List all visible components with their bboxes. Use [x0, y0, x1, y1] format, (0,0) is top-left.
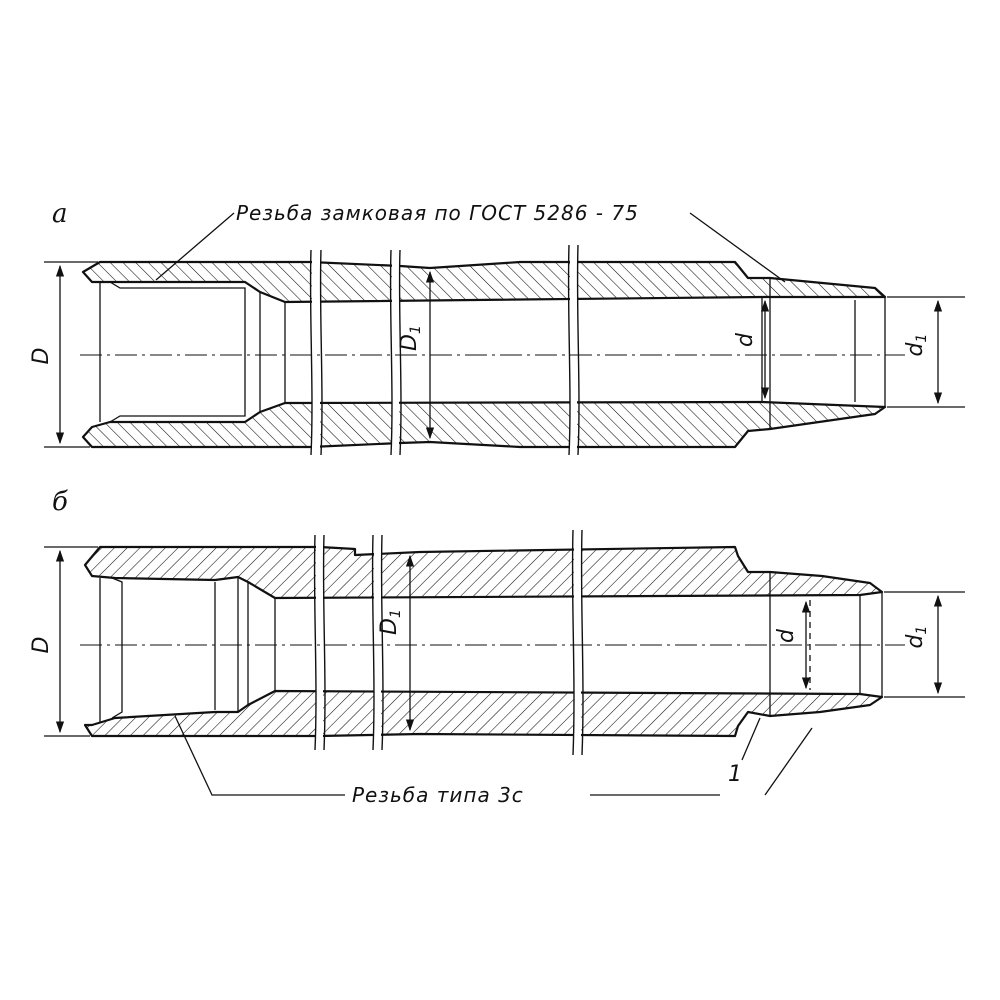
- figure-b-upper-wall: [85, 547, 882, 598]
- svg-text:d1: d1: [903, 333, 930, 357]
- figure-b: [29, 487, 965, 807]
- svg-text:D: D: [29, 636, 54, 654]
- figure-a-dim-d: [733, 301, 765, 398]
- figure-a: [29, 199, 965, 455]
- figure-a-letter: а: [52, 199, 68, 229]
- svg-text:d: d: [774, 629, 799, 643]
- svg-text:Резьба замковая по ГОСТ 5286 -: Резьба замковая по ГОСТ 5286 - 75: [236, 201, 639, 225]
- figure-b-letter: б: [52, 487, 68, 517]
- svg-text:1: 1: [728, 762, 742, 787]
- svg-text:D1: D1: [397, 325, 424, 351]
- svg-text:D: D: [29, 347, 54, 365]
- figure-b-dim-D: [29, 547, 98, 736]
- figure-b-box-bore: [112, 578, 122, 718]
- figure-b-lower-wall: [85, 691, 882, 736]
- svg-text:D1: D1: [377, 609, 404, 635]
- svg-text:d: d: [733, 333, 758, 347]
- figure-a-lower-wall: [83, 402, 885, 447]
- svg-text:Резьба типа 3с: Резьба типа 3с: [352, 783, 524, 807]
- figure-a-dim-d1: [887, 297, 965, 407]
- figure-a-box-bore: [110, 282, 245, 422]
- svg-text:d1: d1: [903, 625, 930, 649]
